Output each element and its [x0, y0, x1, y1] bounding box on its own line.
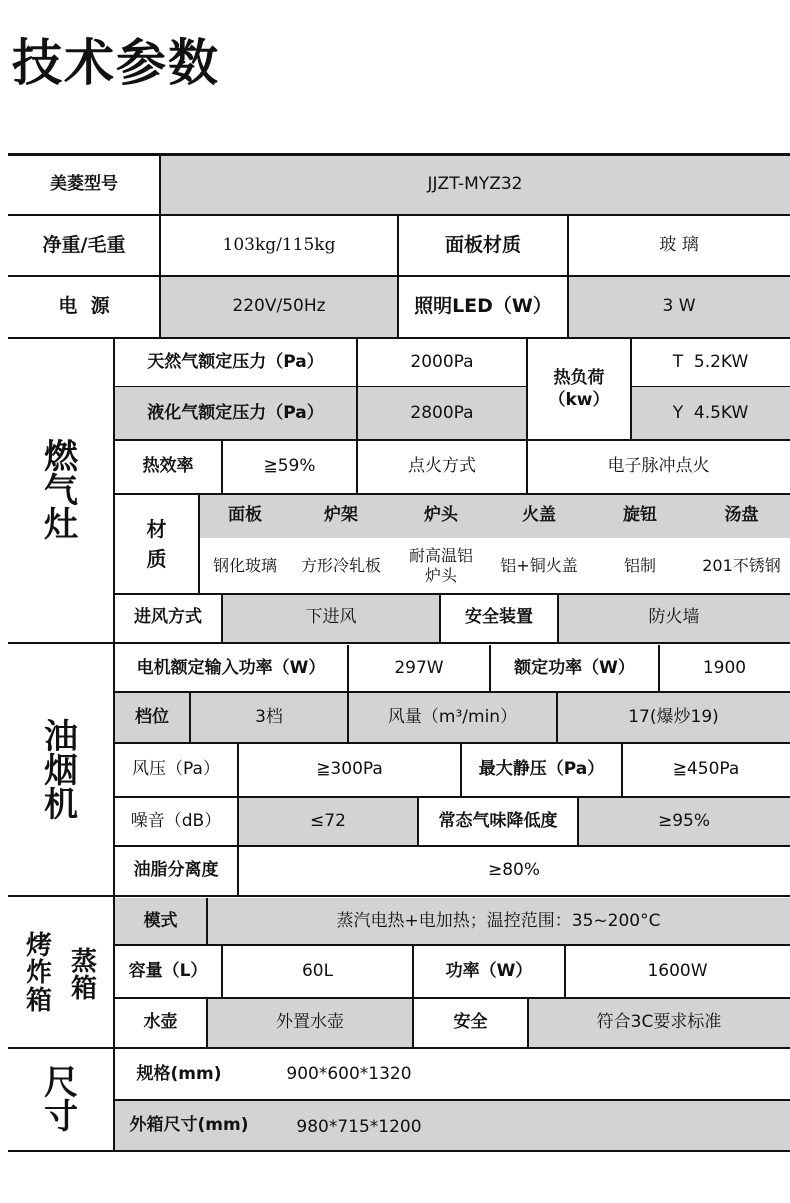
rule [8, 895, 790, 897]
material-header-knob: 旋钮 [623, 505, 657, 526]
rule [114, 997, 790, 999]
material-header-tray: 汤盘 [724, 505, 759, 526]
rule [114, 593, 790, 595]
spec-label: 规格(mm) [136, 1064, 222, 1085]
rule [206, 998, 208, 1048]
rule [397, 215, 399, 337]
rule [527, 998, 529, 1048]
oven-section-fry: 烤 炸 箱 [25, 931, 52, 1016]
rated-power-label: 额定功率（W） [514, 657, 635, 678]
rule [557, 594, 559, 642]
rule [198, 494, 200, 594]
panel-label: 面板材质 [444, 233, 521, 256]
static-pressure-value: ≧450Pa [672, 759, 740, 780]
grease-separation-value: ≥80% [487, 860, 541, 881]
spec-value: 900*600*1320 [286, 1064, 412, 1085]
material-label: 材 质 [146, 517, 167, 571]
light-value: 3 W [568, 276, 790, 337]
motor-power-label: 电机额定输入功率（W） [136, 657, 326, 678]
oven-safety-label: 安全 [453, 1012, 488, 1033]
rule [630, 339, 632, 440]
air-flow-value: 17(爆炒19) [557, 692, 790, 743]
rule [526, 339, 528, 494]
material-header-panel: 面板 [228, 505, 262, 526]
hood-section: 油 烟 机 [44, 716, 78, 825]
mode-label: 模式 [114, 898, 207, 945]
rule [189, 692, 191, 743]
kettle-label: 水壶 [143, 1012, 178, 1033]
rule [412, 945, 414, 1048]
capacity-label: 容量（L） [128, 960, 208, 981]
lpg-pressure-value: 2800Pa [357, 387, 527, 440]
light-label: 照明LED（W） [414, 294, 552, 317]
rule [159, 155, 161, 337]
rule [114, 742, 790, 744]
rule [577, 797, 579, 846]
air-intake-label: 进风方式 [134, 607, 202, 628]
heat-load-y: Y 4.5KW [631, 387, 790, 440]
motor-power-value: 297W [394, 657, 444, 678]
odor-reduction-label: 常态气味降低度 [438, 810, 558, 831]
noise-label: 噪音（dB） [130, 810, 222, 831]
rule [564, 945, 566, 998]
rule [8, 642, 790, 644]
model-value: JJZT-MYZ32 [160, 155, 790, 215]
gear-label: 档位 [114, 692, 190, 743]
lpg-pressure-label: 液化气额定压力（Pa） [114, 387, 357, 440]
oven-section-steam: 蒸 箱 [70, 946, 97, 1004]
rated-power-value: 1900 [702, 657, 747, 678]
mode-value: 蒸汽电热+电加热；温控范围：35~200°C [207, 898, 790, 945]
material-value-rack: 方形冷轧板 [300, 556, 381, 575]
safety-device-label: 安全装置 [465, 607, 533, 628]
rule [221, 440, 223, 494]
page-title: 技术参数 [12, 34, 220, 92]
outer-box-label: 外箱尺寸(mm) [129, 1115, 249, 1136]
rule [489, 645, 491, 692]
rule [439, 594, 441, 642]
efficiency-label: 热效率 [142, 456, 194, 477]
weight-label: 净重/毛重 [42, 233, 126, 256]
material-value-burner: 耐高温铝 炉头 [408, 546, 473, 585]
heat-load-t: T 5.2KW [672, 352, 749, 373]
gear-value: 3档 [190, 692, 348, 743]
material-header-cap: 火盖 [522, 505, 556, 526]
ignition-label: 点火方式 [408, 456, 476, 477]
rule [114, 1099, 790, 1101]
material-value-cap: 铝+铜火盖 [500, 556, 578, 575]
rule [114, 691, 790, 693]
outer-box-value: 980*715*1200 [296, 1117, 422, 1138]
rule [114, 439, 790, 441]
rule [658, 645, 660, 692]
rule [356, 339, 358, 494]
rule [8, 337, 790, 339]
oven-safety-value: 符合3C要求标准 [528, 998, 790, 1048]
stove-section: 燃 气 灶 [44, 437, 78, 545]
rule [221, 594, 223, 642]
rule [114, 944, 790, 946]
noise-value: ≤72 [238, 797, 418, 846]
rule [237, 743, 239, 896]
rule [221, 945, 223, 998]
panel-value: 玻 璃 [659, 234, 699, 255]
rule [8, 1047, 790, 1049]
rule [556, 692, 558, 743]
power-label: 电 源 [58, 294, 110, 317]
grease-separation-label: 油脂分离度 [133, 860, 219, 881]
rule [114, 493, 790, 495]
material-header-rack: 炉架 [324, 505, 358, 526]
capacity-value: 60L [301, 960, 334, 981]
power-value: 220V/50Hz [160, 276, 398, 337]
rule [631, 386, 790, 387]
material-value-panel: 钢化玻璃 [212, 556, 277, 575]
ng-pressure-label: 天然气额定压力（Pa） [147, 352, 324, 373]
oven-power-label: 功率（W） [445, 960, 533, 981]
rule [460, 743, 462, 797]
material-header-burner: 炉头 [424, 505, 458, 526]
rule [417, 797, 419, 846]
weight-value: 103kg/115kg [222, 234, 336, 255]
heat-load-label: 热负荷 （kw） [548, 368, 610, 410]
rule [114, 845, 790, 847]
safety-device-value: 防火墙 [558, 594, 790, 642]
material-value-tray: 201不锈钢 [702, 556, 781, 575]
rule [206, 898, 208, 945]
rule-bottom [8, 1150, 790, 1152]
wind-pressure-value: ≧300Pa [316, 759, 383, 780]
kettle-value: 外置水壶 [207, 998, 413, 1048]
model-label: 美菱型号 [50, 174, 118, 195]
oven-power-value: 1600W [647, 960, 708, 981]
rule [347, 645, 349, 743]
rule [114, 796, 790, 798]
rule [567, 215, 569, 337]
ignition-value: 电子脉冲点火 [607, 456, 710, 477]
air-flow-label: 风量（m³/min） [348, 692, 557, 743]
static-pressure-label: 最大静压（Pa） [478, 759, 605, 780]
material-value-knob: 铝制 [623, 556, 656, 575]
rule [621, 743, 623, 797]
size-section: 尺 寸 [44, 1063, 78, 1137]
ng-pressure-value: 2000Pa [410, 352, 474, 373]
efficiency-value: ≧59% [263, 456, 316, 477]
rule-top [8, 153, 790, 156]
rule [8, 214, 790, 216]
rule [114, 386, 527, 387]
odor-reduction-value: ≥95% [578, 797, 790, 846]
wind-pressure-label: 风压（Pa） [132, 759, 220, 780]
rule [8, 275, 790, 277]
rule [113, 339, 115, 1150]
air-intake-value: 下进风 [222, 594, 440, 642]
